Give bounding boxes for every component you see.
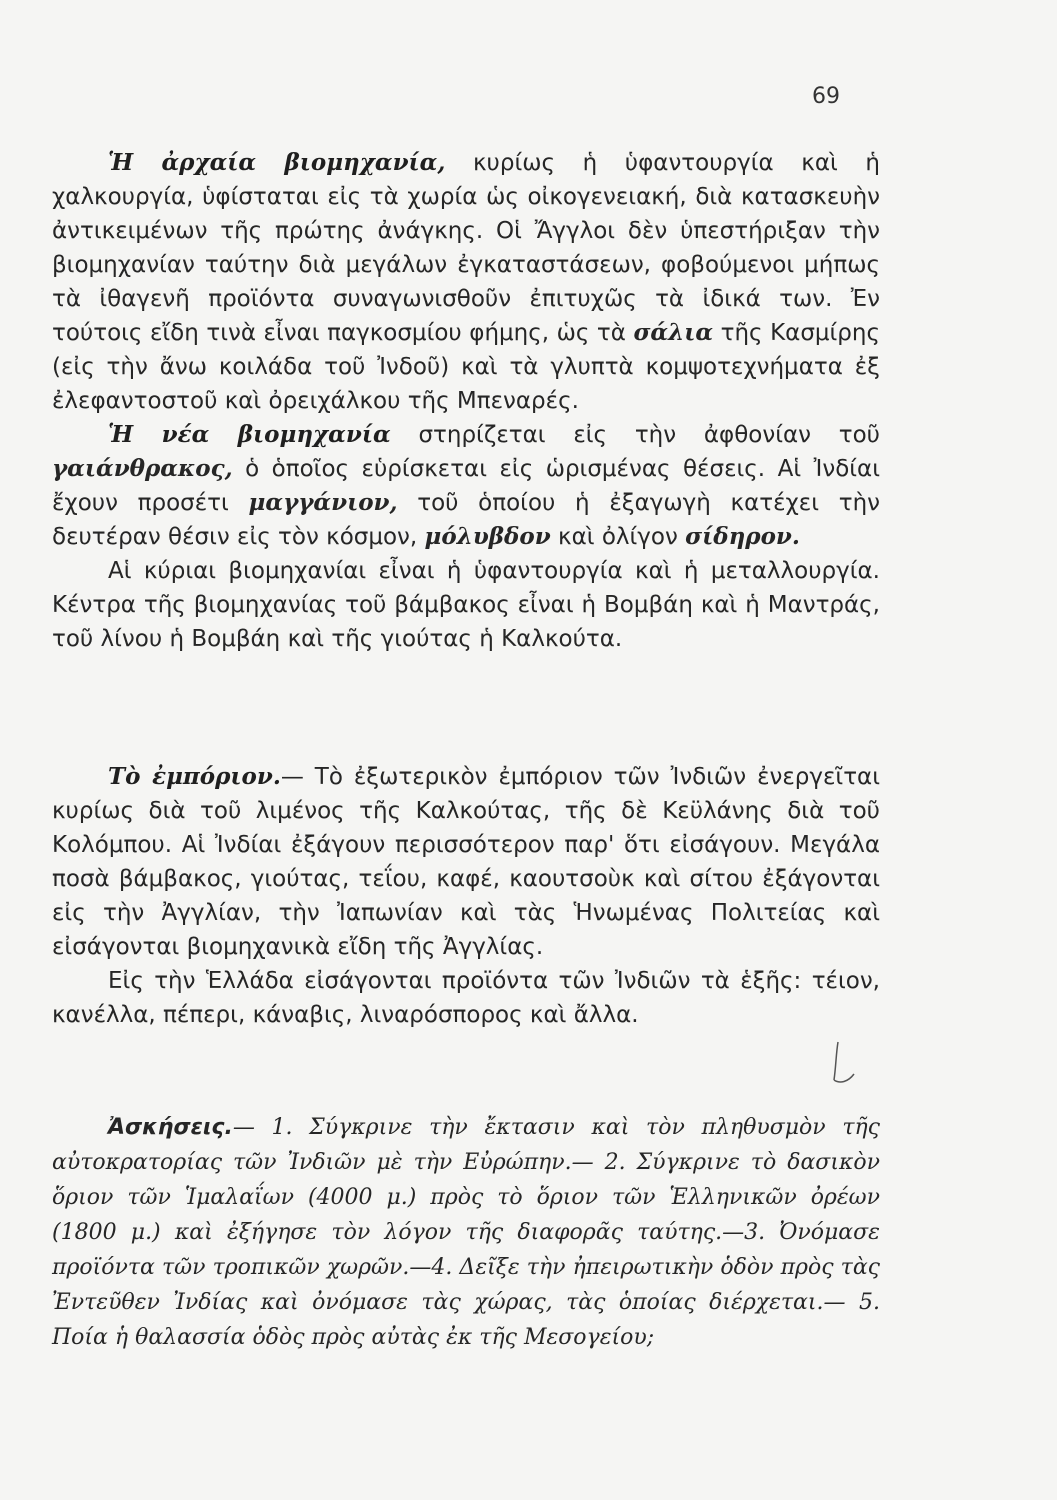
paragraph-text: τῆς Κασμίρης (εἰς τὴν ἄνω κοιλάδα τοῦ Ἰνδοῦ) καὶ τὰ γλυπτὰ κομψοτεχνήματα ἐξ ἐλεφαντοστοῦ καὶ ὀρειχάλκου τῆς Μπεναρές. — [52, 320, 880, 414]
paragraph-text: — Τὸ ἐξωτερικὸν ἐμπόριον τῶν Ἰνδιῶν ἐνεργεῖται κυρίως διὰ τοῦ λιμένος τῆς Καλκούτας, τῆς δὲ Κεϋλάνης διὰ τοῦ Κολόμπου. Αἱ Ἰνδίαι ἐξάγουν περισσότερον παρ' ὅτι εἰσάγουν. Μεγάλα ποσὰ βάμβακος, γιούτας, τεΐου, καφέ, καουτσοὺκ καὶ σίτου ἐξάγονται εἰς τὴν Ἀγγλίαν, τὴν Ἰαπωνίαν καὶ τὰς Ἡνωμένας Πολιτείας καὶ εἰσάγονται βιομηχανικὰ εἴδη τῆς Ἀγγλίας. — [52, 764, 881, 960]
paragraph-text: κυρίως ἡ ὑφαντουργία καὶ ἡ χαλκουργία, ὑφίσταται εἰς τὰ χωρία ὡς οἰκογενειακή, διὰ κατασκευὴν ἀντικειμένων τῆς πρώτης ἀνάγκης. Οἱ Ἄγγλοι δὲν ὑπεστήριξαν τὴν βιομηχανίαν ταύτην διὰ μεγάλων ἐγκαταστάσεων, φοβούμενοι μήπως τὰ ἰθαγενῆ προϊόντα συναγωνισθοῦν ἐπιτυχῶς τὰ ἰδικά των. Ἐν τούτοις εἴδη τινὰ εἶναι παγκοσμίου φήμης, ὡς τὰ — [52, 150, 880, 346]
paragraph-new-industry — [52, 418, 880, 554]
heading-new-industry: Ἡ νέα βιομηχανία — [108, 421, 391, 448]
pen-mark-icon — [824, 1040, 864, 1086]
commerce-section — [52, 760, 880, 1032]
paragraph-text: τοῦ ὁποίου ἡ ἐξαγωγὴ κατέχει τὴν δευτέραν θέσιν εἰς τὸν κόσμον, — [52, 490, 880, 550]
emphasis-term: μαγγάνιον, — [248, 489, 398, 516]
heading-old-industry: Ἡ ἀρχαία βιομηχανία, — [108, 149, 446, 176]
paragraph-old-industry — [52, 146, 880, 418]
paragraph-imports-greece: Εἰς τὴν Ἑλλάδα εἰσάγονται προϊόντα τῶν Ἰνδιῶν τὰ ἑξῆς: τέιον, κανέλλα, πέπερι, κάναβις, λιναρόσπορος καὶ ἄλλα. — [52, 968, 880, 1028]
industry-section — [52, 146, 880, 656]
emphasis-term: σάλια — [633, 319, 714, 346]
paragraph-commerce — [52, 760, 880, 964]
paragraph-text: ὁ ὁποῖος εὑρίσκεται εἰς ὡρισμένας θέσεις. Αἱ Ἰνδίαι ἔχουν προσέτι — [52, 456, 880, 516]
paragraph-text: καὶ ὀλίγον — [550, 524, 686, 550]
exercises-text: — 1. Σύγκρινε τὴν ἔκτασιν καὶ τὸν πληθυσμὸν τῆς αὐτοκρατορίας τῶν Ἰνδιῶν μὲ τὴν Εὐρώπην.— 2. Σύγκρινε τὸ δασικὸν ὅριον τῶν Ἱμαλαΐων (4000 μ.) πρὸς τὸ ὅριον τῶν Ἑλληνικῶν ὀρέων (1800 μ.) καὶ ἐξήγησε τὸν λόγον τῆς διαφορᾶς ταύτης.—3. Ὀνόμασε προϊόντα τῶν τροπικῶν χωρῶν.—4. Δεῖξε τὴν ἠπειρωτικὴν ὁδὸν πρὸς τὰς Ἐντεῦθεν Ἰνδίας καὶ ὀνόμασε τὰς χώρας, τὰς ὁποίας διέρχεται.— 5. Ποία ἡ θαλασσία ὁδὸς πρὸς αὐτὰς ἐκ τῆς Μεσογείου; — [52, 1115, 880, 1350]
emphasis-term: σίδηρον. — [685, 523, 800, 550]
exercises-section — [52, 1110, 880, 1355]
paragraph-main-industries: Αἱ κύριαι βιομηχανίαι εἶναι ἡ ὑφαντουργία καὶ ἡ μεταλλουργία. Κέντρα τῆς βιομηχανίας τοῦ βάμβακος εἶναι ἡ Βομβάη καὶ ἡ Μαντράς, τοῦ λίνου ἡ Βομβάη καὶ τῆς γιούτας ἡ Καλκούτα. — [52, 558, 880, 652]
paragraph-text: στηρίζεται εἰς τὴν ἀφθονίαν τοῦ — [390, 422, 880, 448]
emphasis-term: γαιάνθρακος, — [52, 455, 233, 482]
heading-commerce: Τὸ ἐμπόριον. — [108, 763, 281, 790]
page-number: 69 — [812, 84, 840, 109]
exercises-label: Ἀσκήσεις. — [108, 1115, 233, 1140]
emphasis-term: μόλυβδον — [424, 523, 551, 550]
